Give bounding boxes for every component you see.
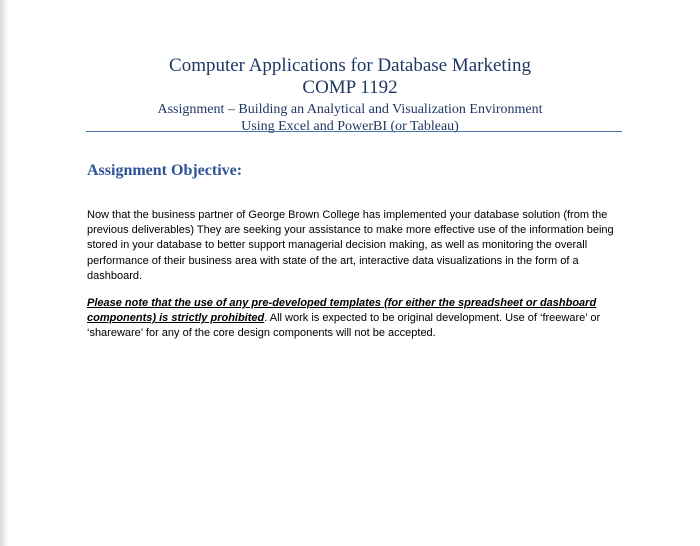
note-paragraph	[87, 296, 617, 342]
section-heading: Assignment Objective:	[87, 162, 243, 179]
assignment-subtitle: Using Excel and PowerBI (or Tableau)	[241, 119, 459, 134]
prohibition-notice: Please note that the use of any pre-developed templates (for either the spreadsheet or dashboard components) is strictly prohibited	[87, 297, 597, 325]
title-block	[0, 55, 700, 135]
title-divider	[86, 131, 622, 132]
objective-paragraph: Now that the business partner of George Brown College has implemented your database solution (from the previous deliverables) They are seeking your assistance to make more effective use of the information being stored in your database to better support managerial decision making, as well as monitoring the overall performance of their business area with state of the art, interactive data visualizations in the form of a dashboard.	[87, 209, 614, 282]
assignment-title: Assignment – Building an Analytical and Visualization Environment	[157, 102, 543, 117]
course-code: COMP 1192	[302, 77, 398, 98]
course-title: Computer Applications for Database Marketing	[169, 55, 531, 76]
note-paragraph-rest: . All work is expected to be original development. Use of ‘freeware’ or ‘shareware’ for any of the core design components will not be accepted.	[87, 312, 601, 340]
